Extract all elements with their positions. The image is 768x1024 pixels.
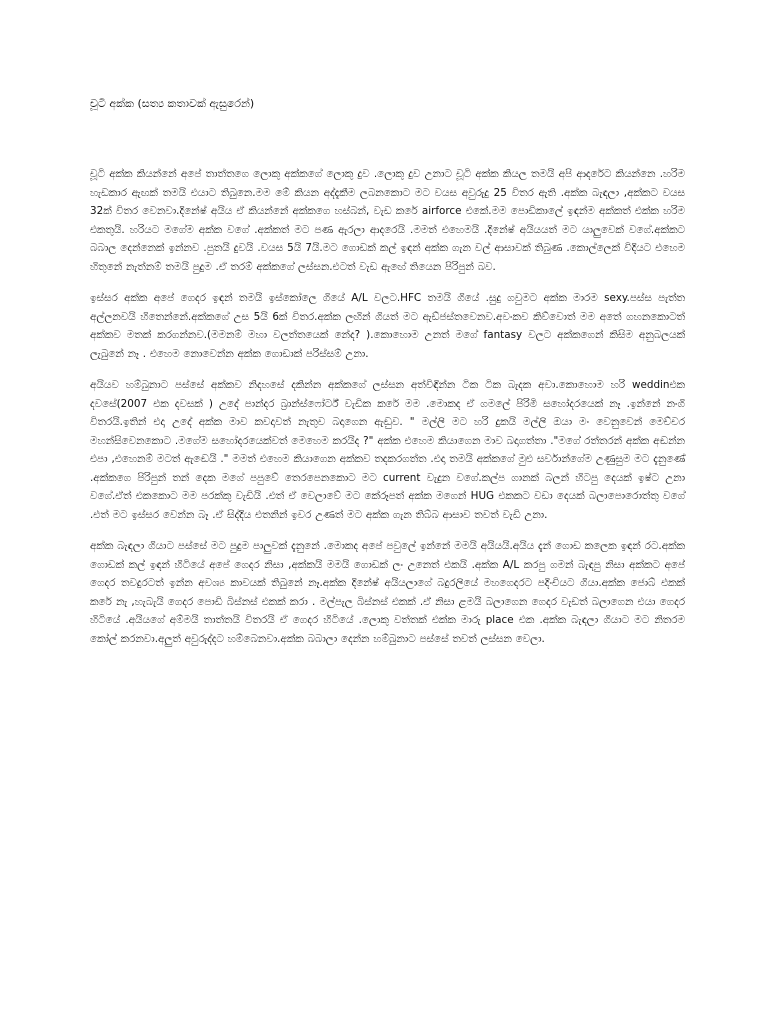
document-title: චූටි අක්ක (සත්‍ය කතාවක් ඇසුරෙන්) <box>90 97 255 110</box>
paragraph-3: අයියව හම්බුනාට පස්සේ අක්කව නිදහසේ දකින්න අක්කගේ ලස්සන අත්විඳින්න ටික ටික බැදක අවා.කොහොම හරි weddinඑක දවසේ(2007 එක දවසක් ) උදේ පාන්දර බ්‍රාන්ස්ෆෝර්ට් වැඩික කරේ මම .මොකද ඒ ගමලේ පිරිමි සහෝදරයෙක් නෑ .ඉන්නේ නංගි විතරයි.ඉතින් එදා උදේ අක්ක මාව කවදාවත් නැතුව බදාගෙන ඇඬුව. " මල්ලි මට හරි දුකයි මල්ලි ඔයා මං වෙනුවෙන් මෙච්චර මහන්සිවෙනකොට .මගේම සහෝදරයෙක්වත් මෙහෙම කරයිද ?" අක්ක එහෙම කියාගෙන මාව බදාගත්තා ."මගේ රත්තරන් අක්ක අඬන්න එපා ,එහෙනම් මටත් ඇඬෙයි ." මමත් එහෙම කියාගෙන අක්කව තදකරගත්ත .එදා තමයි අක්කගේ මුළු සර්වාන්ගේම උණුසුම මට දැනුණේ .අක්කගෙ පිරිපුන් තන් දෙක මගේ පපුවේ තෙරපෙනකොට මට current වැදුන වගේ.කල්ප ගානක් බලන් හිටපු දෙයක් ඉෂ්ට උනා වගේ.ඒත් එකකොට මම පරක්කු වැඩියි .එත් ඒ වෙලාවේ මට කේරූපත් අක්ක මගෙන් HUG එකකට වඩා දෙයක් බලාපොරොත්තු වගේ .එත් මට ඉස්සර වෙන්න බෑ .ඒ සිද්දිය එතනින් ඉවර උණත් මට අක්ක ගැන තිබ්බ ආසාව තවත් වැඩි උනා. <box>90 379 685 521</box>
paragraph-2: ඉස්සර අක්ක අපේ ගෙදර ඉඳන් තමයි ඉස්කෝලෙ ගියේ A/L වලට.HFC තමයි ගියේ .සුදු ගවුමට අක්ක මාරම sexy.පස්ස පැත්ත අල්ලනවයි හිතෙන්නේ.අක්කගේ උස 5යි 6ක් විතර.අක්ක ලඟින් ගියත් මට ඇඩ්ජස්තවෙනව.අවංකව කිව්වොත් මම අතේ ගහනකොටත් අක්කව මතක් කරගන්නව.(මමනම් මහා වලත්තයෙක් නේද? ).කොහොම උනත් මගේ fantasy වලට අක්කගෙන් කිසිම අනුබලයක් ලැබුනේ නෑ . එහෙම නොවෙන්න අක්ක ගොඩාක් පරිස්සම් උනා. <box>90 292 685 360</box>
paragraph-1: චූටි අක්ක කියන්නේ අපේ තාත්තගෙ ලොකු අක්කගේ ලොකු දුව .ලොකු දුව උනාට චූටි අක්ක කියල තමයි අපි ආදරේට කියන්නෙ .හරිම හැඩකාර ඇඟක් තමයි එයාට තිබුනෙ.මම මේ කියන අද්දැකීම ලබනකොට මට වයස අවුරුදු 25 විතර ඇති .අක්ක බැඳලා ,අක්කට වයස 32ක් විතර වෙනවා.දිනේෂ් අයිය ඒ කියන්නේ අක්කගෙ හස්බන්, වැඩ කරේ airforce එකේ.මම පොඩිකාලේ ඉඳන්ම අක්කත් එක්ක හරිම එකතුයි. හරියට මගේම අක්ක වගේ .අක්කත් මට පණ ඇරලා ආදරෙයි .මමත් එහෙමයි .දිනේෂ් අයියයත් මට යාලුවෙක් වගේ.අක්කට බබාල දෙන්නෙක් ඉන්නව .පුතයි දුවයි .වයස 5යි 7යි.මට ගොඩක් කල් ඉඳන් අක්ක ගැන වල් ආසාවක් තිබුණ .කොල්ලෙක් විදියට එහෙම හිතුනේ නැත්නම් තමයි පුදුම .ඒ තරම් අක්කගේ ලස්සන.එටත් වැඩ ඇඟේ තියෙන පිරිපුන් බව. <box>90 168 685 273</box>
paragraph-4: අක්ක බැඳලා ගියාට පස්සේ මට පුදුම පාලුවක් දැනුනේ .මොකද අපේ පවුලේ ඉන්නේ මමයි අයියයි.අයිය දැන් ගොඩ කලෙක ඉඳන් රට.අක්ක ගොඩක් කල් ඉඳන් හිටියේ අපේ ගෙදර නිසා ,අක්කයි මමයි ගොඩක් ලං උනෙත් එකයි .අක්ක A/L කරපු ගමන් බැඳපු නිසා අක්කට අපේ ගෙදර තවදුරටත් ඉන්න අවශ්‍ය කාවයක් තිබුනේ නෑ.අක්ක දිනේෂ් අයියලාගේ බදුරලියේ මහගෙදරට පදිංචියට ගියා.අක්ක ජොබ් එකක් කරේ නැ ,හැබැයි ගෙදර පොඩි බිස්නස් එකක් කරා . මල්පැල බිස්නස් එකක් .ඒ නිසා ළමයි බලාගෙන ගෙදර වැඩත් බලාගෙන එයා ගෙදර හිටියේ .අයියගේ අම්මයි තාත්තයි විතරයි ඒ ගෙදර හිටියේ .ලොකු වත්තක් එක්ක මාරු place එක .අක්ක බැඳලා ගියාට මට නිතරම කෝල් කරනවා.අලුත් අවුරුද්දට හම්බෙනවා.අක්ක බබාලා දෙන්න හම්බුනාට පස්සේ තවත් ලස්සන වෙලා. <box>90 540 685 645</box>
document-page <box>90 96 685 661</box>
